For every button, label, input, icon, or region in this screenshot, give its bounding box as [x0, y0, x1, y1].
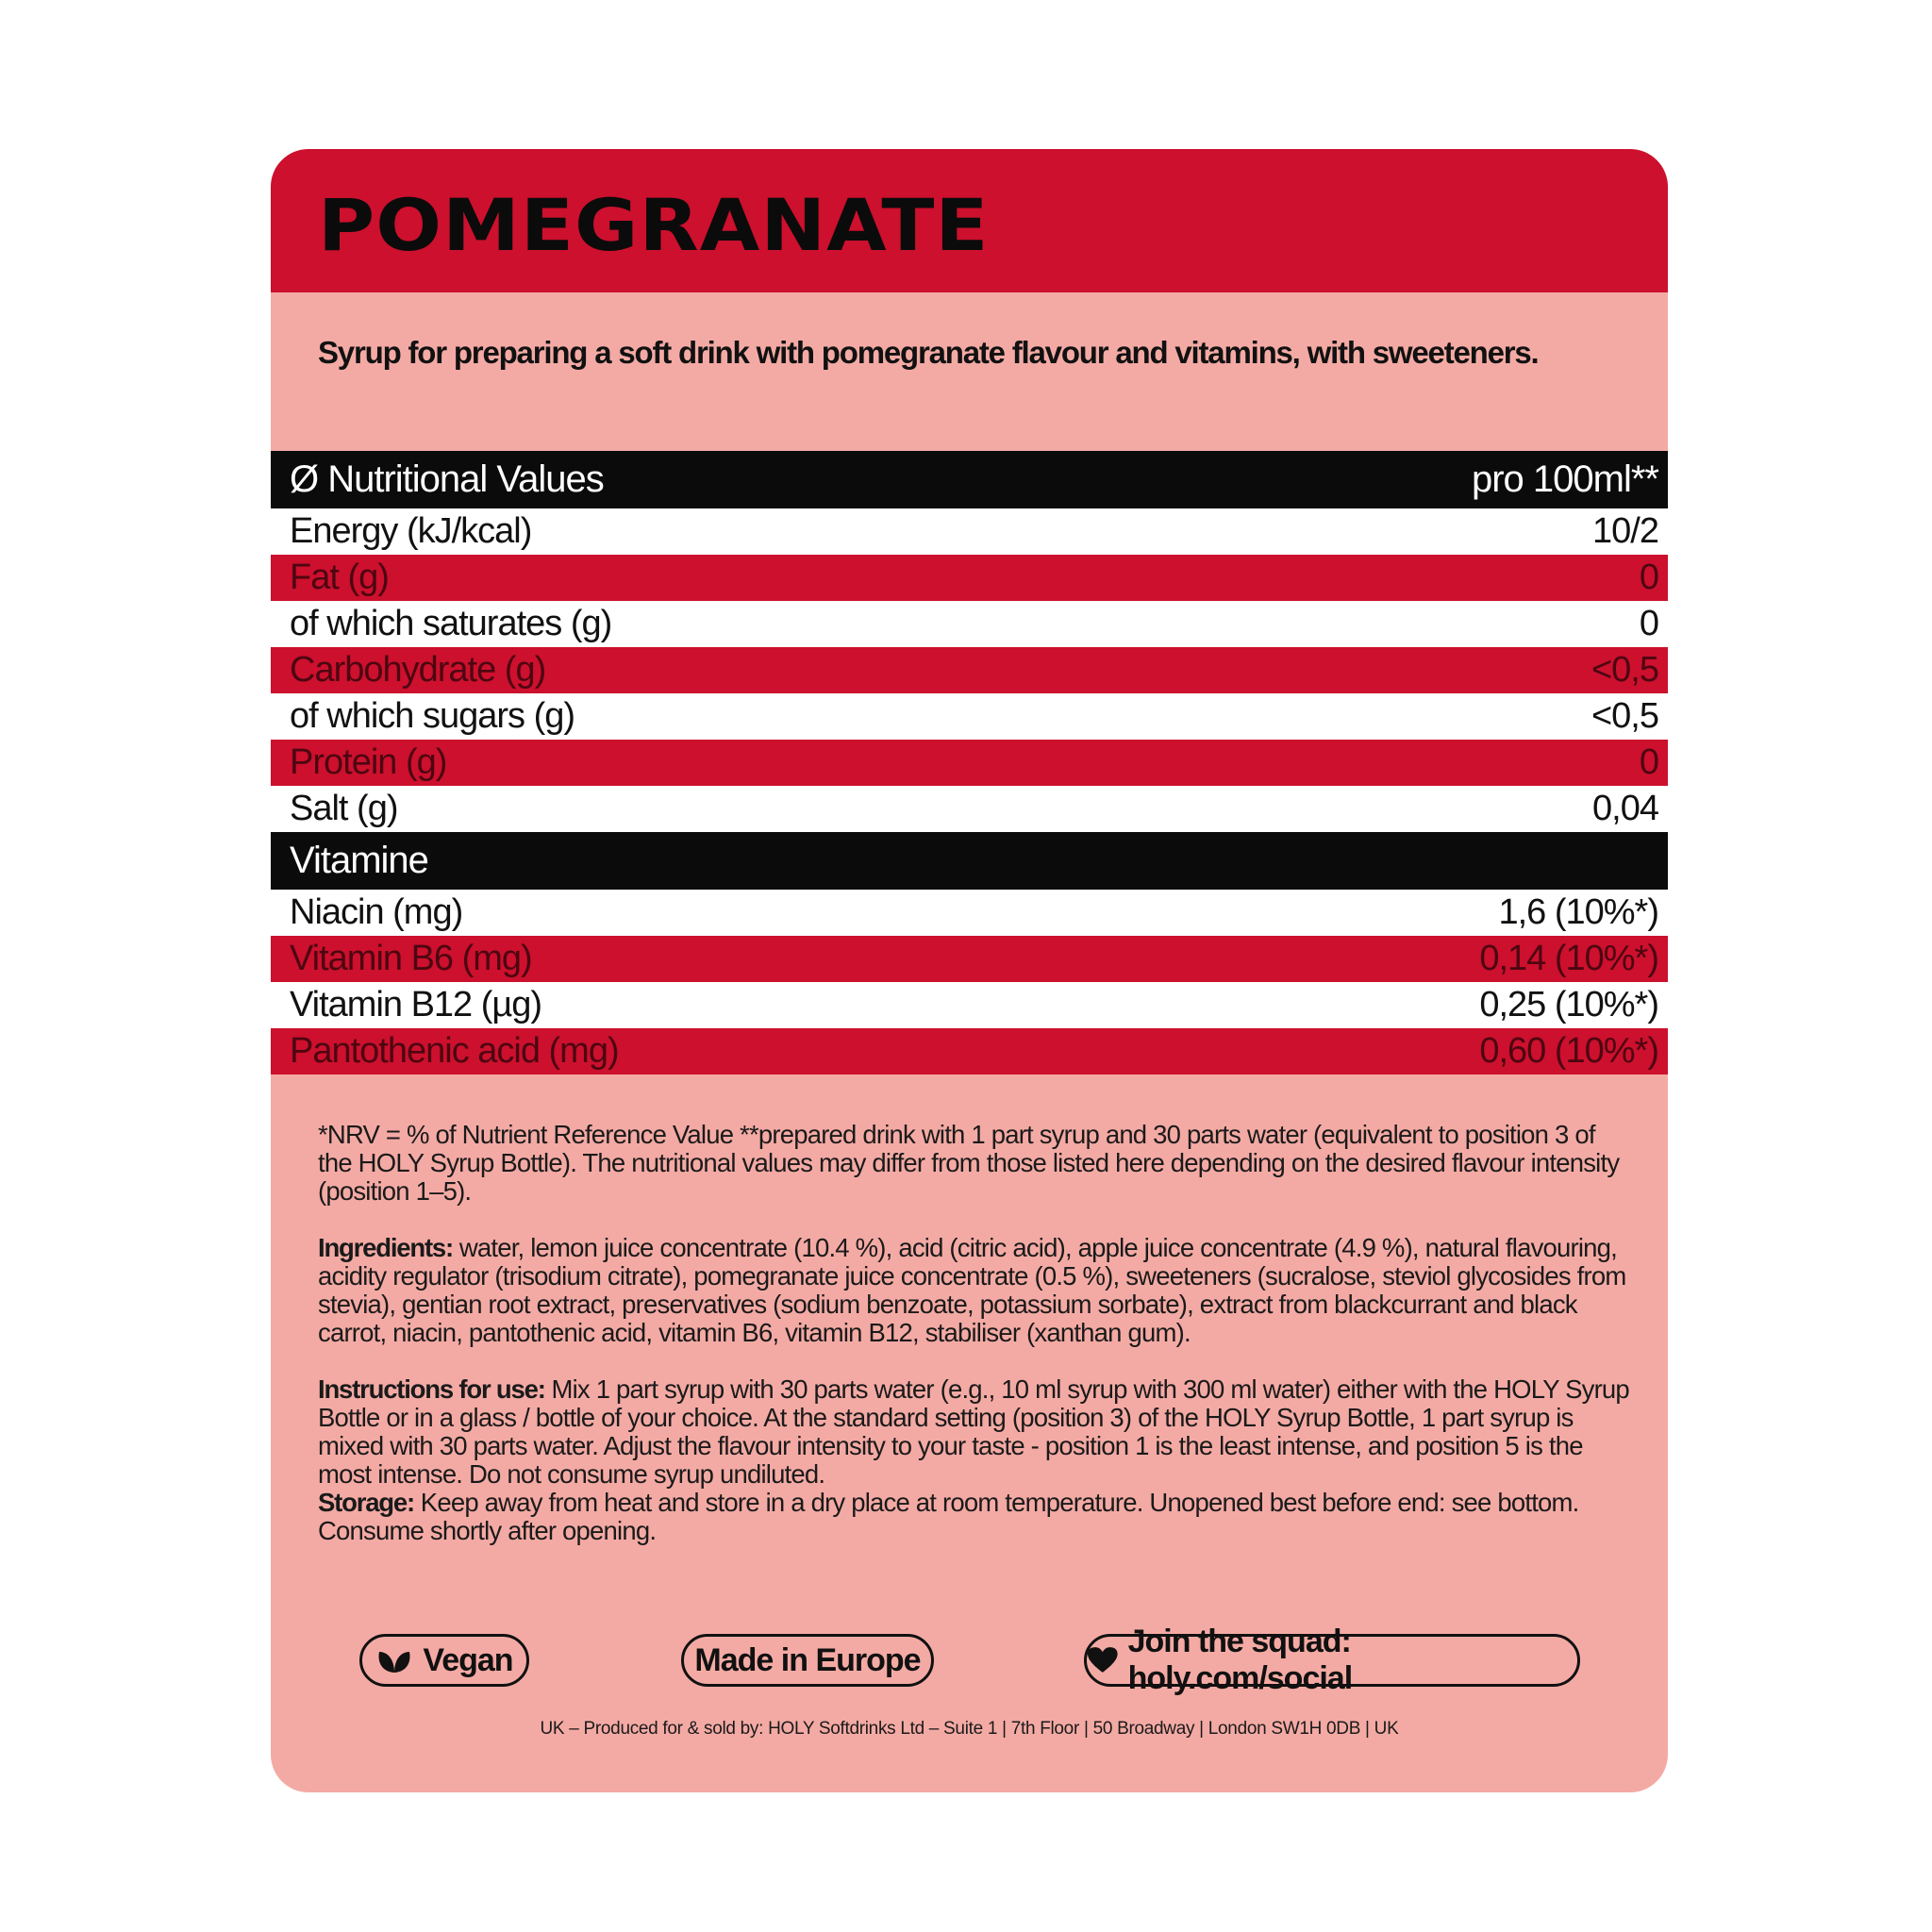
- ingredients-text: water, lemon juice concentrate (10.4 %), acid (citric acid), apple juice concentrate (4.9 %), natural flavouring, acidity regulator (trisodium citrate), pomegranate juice concentrate (0.5 %), sweeteners (sucralose, steviol glycosides from stevia), gentian root extract, preservatives (sodium benzoate, potassium sorbate), extract from blackcurrant and black carrot, niacin, pantothenic acid, vitamin B6, vitamin B12, stabiliser (xanthan gum).: [318, 1233, 1626, 1347]
- vitamin-label: Vitamin B6 (mg): [290, 939, 532, 978]
- vegan-label: Vegan: [423, 1641, 513, 1678]
- label-notes: [318, 1121, 1634, 1545]
- vitamin-value: 0,60 (10%*): [1479, 1031, 1658, 1071]
- vegan-badge: [359, 1634, 529, 1687]
- heart-icon: [1087, 1646, 1119, 1674]
- vitamin-label: Vitamin B12 (µg): [290, 985, 542, 1024]
- nutrient-value: 10/2: [1592, 511, 1658, 551]
- nutrition-label-card: [271, 149, 1668, 1792]
- product-description: Syrup for preparing a soft drink with pomegranate flavour and vitamins, with sweeteners.: [318, 335, 1539, 370]
- nutrition-row: [271, 693, 1668, 740]
- social-label: Join the squad: holy.com/social: [1127, 1624, 1353, 1696]
- nrv-footnote: *NRV = % of Nutrient Reference Value **prepared drink with 1 part syrup and 30 parts water (equivalent to position 3 of the HOLY Syrup Bottle). The nutritional values may differ from those listed here depending on the desired flavour intensity (position 1–5).: [318, 1120, 1620, 1206]
- nutrient-label: Protein (g): [290, 742, 447, 782]
- vitamin-label: Niacin (mg): [290, 892, 463, 932]
- storage-label: Storage:: [318, 1488, 414, 1517]
- nutrient-label: of which saturates (g): [290, 604, 612, 643]
- made-in-europe-label: Made in Europe: [694, 1641, 921, 1678]
- instructions-label: Instructions for use:: [318, 1374, 545, 1404]
- instructions-text: Mix 1 part syrup with 30 parts water (e.g., 10 ml syrup with 300 ml water) either with the HOLY Syrup Bottle or in a glass / bottle of your choice. At the standard setting (position 3) of the HOLY Syrup Bottle, 1 part syrup is mixed with 30 parts water. Adjust the flavour intensity to your taste - position 1 is the least intense, and position 5 is the most intense. Do not consume syrup undiluted.: [318, 1374, 1629, 1489]
- producer-footer: UK – Produced for & sold by: HOLY Softdrinks Ltd – Suite 1 | 7th Floor | 50 Broadway | London SW1H 0DB | UK: [540, 1719, 1399, 1739]
- made-in-europe-badge: [681, 1634, 934, 1687]
- ingredients-label: Ingredients:: [318, 1233, 453, 1262]
- vitamin-row: [271, 890, 1668, 936]
- nutrient-value: 0,04: [1592, 789, 1658, 828]
- storage-paragraph: [318, 1489, 1634, 1545]
- vitamin-value: 1,6 (10%*): [1498, 892, 1658, 932]
- nutrition-row: [271, 786, 1668, 832]
- nutrient-label: Fat (g): [290, 558, 389, 597]
- title-band: [271, 149, 1668, 292]
- nutrient-label: Carbohydrate (g): [290, 650, 546, 690]
- nutrition-row: [271, 555, 1668, 601]
- leaf-icon: [375, 1646, 413, 1674]
- nutrient-value: 0: [1639, 558, 1658, 597]
- nutrition-table: [271, 451, 1668, 1074]
- vitamin-label: Pantothenic acid (mg): [290, 1031, 619, 1071]
- vitamin-row: [271, 1028, 1668, 1074]
- nutrient-label: of which sugars (g): [290, 696, 575, 736]
- ingredients-paragraph: [318, 1234, 1634, 1347]
- nutrition-row: [271, 508, 1668, 555]
- vitamin-row: [271, 982, 1668, 1028]
- nutrition-row: [271, 647, 1668, 693]
- nutrition-row: [271, 601, 1668, 647]
- nutrient-label: Energy (kJ/kcal): [290, 511, 532, 551]
- nutrition-header-unit: pro 100ml**: [1471, 458, 1658, 500]
- storage-text: Keep away from heat and store in a dry place at room temperature. Unopened best before end: see bottom. Consume shortly after opening.: [318, 1488, 1579, 1545]
- nutrient-value: <0,5: [1591, 650, 1658, 690]
- nutrition-row: [271, 740, 1668, 786]
- vitamin-value: 0,14 (10%*): [1479, 939, 1658, 978]
- nutrition-header-label: Ø Nutritional Values: [290, 458, 604, 500]
- product-title: POMEGRANATE: [318, 183, 990, 267]
- social-badge: [1084, 1624, 1580, 1696]
- nutrient-label: Salt (g): [290, 789, 398, 828]
- vitamin-value: 0,25 (10%*): [1479, 985, 1658, 1024]
- vitamin-row: [271, 936, 1668, 982]
- vitamins-header-row: [271, 832, 1668, 890]
- nutrient-value: 0: [1639, 742, 1658, 782]
- vitamins-header-label: Vitamine: [290, 840, 428, 881]
- nutrient-value: <0,5: [1591, 696, 1658, 736]
- nutrition-header-row: [271, 451, 1668, 508]
- instructions-paragraph: [318, 1375, 1634, 1489]
- nutrient-value: 0: [1639, 604, 1658, 643]
